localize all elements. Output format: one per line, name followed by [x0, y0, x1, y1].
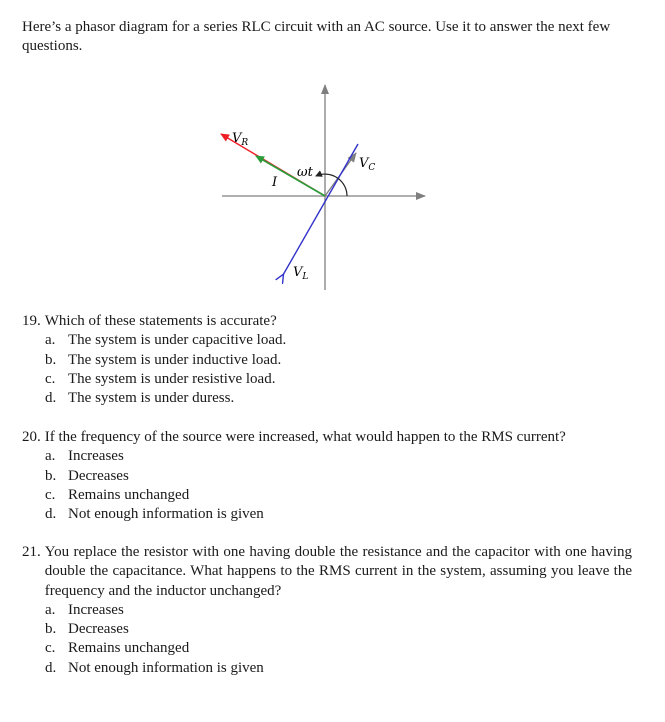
option-d[interactable] [22, 659, 632, 678]
option-text: Increases [68, 448, 124, 465]
question-19 [22, 312, 632, 408]
current-label: I [272, 175, 278, 190]
vl-label: VL [293, 265, 309, 282]
option-text: Not enough information is given [68, 659, 264, 676]
option-d[interactable] [22, 505, 632, 524]
question-text: You replace the resistor with one having double the resistance and the capacitor with one having double the capacitance. What happens to the RMS current in the system, assuming you leave the frequency and the inductor unchanged? [44, 544, 632, 599]
option-c[interactable] [22, 639, 632, 658]
option-c[interactable] [22, 486, 632, 505]
vl-phasor [283, 144, 358, 275]
option-list [22, 601, 632, 678]
option-b[interactable] [22, 620, 632, 639]
question-text: Which of these statements is accurate? [44, 313, 277, 329]
question-text: If the frequency of the source were increased, what would happen to the RMS current? [44, 429, 566, 445]
phasor-diagram [0, 0, 665, 310]
option-text: Increases [68, 601, 124, 618]
question-number: 19. [22, 313, 41, 329]
option-a[interactable] [22, 331, 632, 350]
option-letter: c. [45, 640, 56, 657]
option-text: Not enough information is given [68, 506, 264, 523]
option-letter: b. [45, 351, 57, 368]
option-letter: c. [45, 486, 56, 503]
option-text: Remains unchanged [68, 640, 190, 657]
option-letter: d. [45, 506, 57, 523]
question-number: 20. [22, 429, 41, 445]
option-letter: a. [45, 332, 56, 349]
question-number: 21. [22, 544, 41, 560]
option-text: Decreases [68, 467, 129, 484]
option-letter: a. [45, 601, 56, 618]
option-letter: a. [45, 448, 56, 465]
option-letter: b. [45, 621, 57, 638]
option-letter: c. [45, 370, 56, 387]
option-text: Remains unchanged [68, 486, 190, 503]
option-text: The system is under resistive load. [68, 370, 276, 387]
option-text: The system is under inductive load. [68, 351, 282, 368]
option-a[interactable] [22, 447, 632, 466]
option-text: Decreases [68, 621, 129, 638]
option-letter: d. [45, 659, 57, 676]
option-letter: d. [45, 390, 57, 407]
intro-text: Here’s a phasor diagram for a series RLC circuit with an AC source. Use it to answer the next few questions. [22, 19, 611, 54]
vr-label: VR [232, 131, 249, 148]
option-b[interactable] [22, 351, 632, 370]
option-text: The system is under capacitive load. [68, 332, 287, 349]
angle-label: ωt [297, 165, 313, 180]
option-letter: b. [45, 467, 57, 484]
option-text: The system is under duress. [68, 390, 235, 407]
question-20 [22, 428, 632, 524]
vc-label: VC [359, 156, 376, 173]
option-b[interactable] [22, 467, 632, 486]
option-list [22, 331, 632, 408]
option-list [22, 447, 632, 524]
option-a[interactable] [22, 601, 632, 620]
question-21 [22, 543, 632, 678]
option-c[interactable] [22, 370, 632, 389]
option-d[interactable] [22, 389, 632, 408]
current-phasor [256, 156, 325, 196]
